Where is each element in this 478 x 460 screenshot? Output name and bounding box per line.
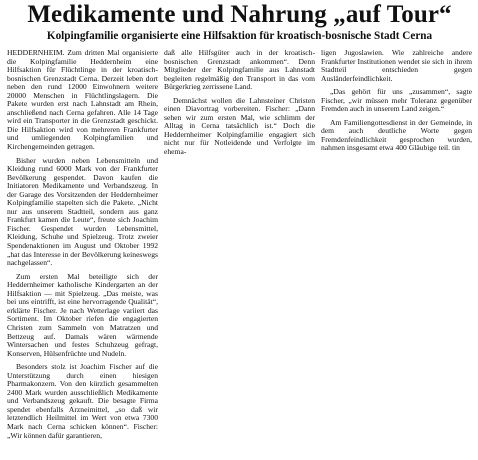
article-paragraph: Zum ersten Mal beteiligte sich der Heddernheimer katholische Kindergarten an der Hilfsaktion — mit Spielzeug. „Das meiste, was bei uns eintrifft, ist eine hervorragende Qualität“, erklärte Fischer. Je nach Wetterlage variiert das Sortiment. Im Oktober riefen die engagierten Christen zum Sammeln von Matratzen und Bettzeug auf. Damals wären wärmende Wintersachen und festes Schuhzeug gefragt, Konserven, Hülsenfrüchte und Nudeln.: [7, 271, 158, 358]
article-paragraph: Demnächst wollen die Lahnsteiner Christen einen Diavortrag vorbereiten. Fischer: „Dann sehen wir zum ersten Mal, wie schlimm der Alltag in Cerna tatsächlich ist.“ Doch die Heddernheimer Kolpingfamilie engagiert sich nicht nur für Notleidende und Verfolgte im ehema-: [164, 95, 315, 157]
article-column-1: [7, 49, 158, 441]
article-paragraph: daß alle Hilfsgüter auch in der kroatisch-bosnischen Grenzstadt ankommen“. Denn Mitglieder der Kolpingfamilie aus Lahnstadt begleiten regelmäßig den Transport in das vom Bürgerkrieg zerrissene Land.: [164, 49, 315, 92]
article-paragraph: Bisher wurden neben Lebensmitteln und Kleidung rund 6000 Mark von der Frankfurter Bevölkerung gespendet. Davon kaufen die Initiatoren Medikamente und Verbandszeug. In der Garage des Vorsitzenden der Heddernheimer Kolpingfamilie stapelten sich die Pakete. „Nicht nur aus unserem Stadtteil, sondern aus ganz Frankfurt kamen die Leute“, freute sich Joachim Fischer. Gespendet wurden Lebensmittel, Kleidung, Schuhe und Spielzeug. Trotz zweier Spendenaktionen im August und Oktober 1992 „hat das Interesse in der Bevölkerung keineswegs nachgelassen“.: [7, 155, 158, 268]
article-paragraph: ligen Jugoslawien. Wie zahlreiche andere Frankfurter Institutionen wendet sie sich in ihrem Stadtteil entschieden gegen Ausländerfeindlichkeit.: [321, 49, 472, 83]
article-column-2: [164, 49, 315, 441]
article-headline: Medikamente und Nahrung „auf Tour“: [27, 1, 452, 28]
article-paragraph: Am Familiengottesdienst in der Gemeinde, in dem auch deutliche Worte gegen Fremdenfeindlichkeit gesprochen wurden, nahmen insgesamt etwa 400 Gläubige teil. tin: [321, 117, 472, 153]
article-paragraph: Besonders stolz ist Joachim Fischer auf die Unterstützung durch einen hiesigen Pharmakonzern. Von den kürzlich gesammelten 2400 Mark wurden ausschließlich Medikamente und Verbandszeug gekauft. Die besagte Firma spendet ebenfalls Arzneimittel, „so daß wir letztendlich Heilmittel im Wert von etwa 7300 Mark nach Cerna schicken können“. Fischer: „Wir können dafür garantieren,: [7, 362, 158, 440]
article-column-3: [321, 49, 472, 441]
article-body: [7, 49, 472, 441]
article-subheadline: Kolpingfamilie organisierte eine Hilfsaktion für kroatisch-bosnische Stadt Cerna: [46, 30, 433, 42]
article-paragraph: „Das gehört für uns „zusammen“, sagte Fischer, „wir müssen mehr Toleranz gegenüber Fremden auch in unserem Land zeigen.“: [321, 87, 472, 114]
article-paragraph: HEDDERNHEIM. Zum dritten Mal organisierte die Kolpingfamilie Heddernheim eine Hilfsaktion für Flüchtlinge in der kroatisch-bosnischen Grenzstadt Cerna. Derzeit leben dort neben den rund 12000 Einwohnern weitere 20000 Menschen in Flüchtlingslagern. Die Pakete wurden erst nach Lahnstadt am Rhein, anschließend nach Cerna gefahren. Alle 14 Tage wird ein Transporter in die Grenzstadt geschickt. Die Hilfsaktion wird von mehreren Frankfurter und umliegenden Kolpingfamilien und Kirchengemeinden getragen.: [7, 49, 158, 152]
